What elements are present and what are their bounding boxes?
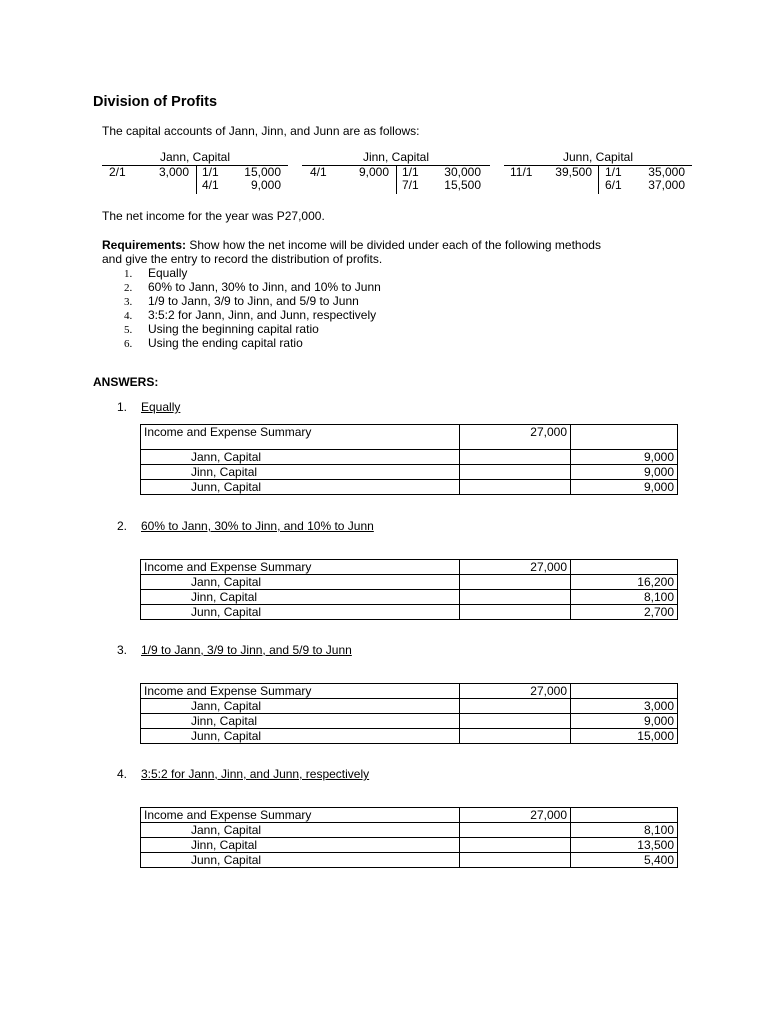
t-account-divider [396,165,397,194]
requirements-paragraph [102,238,601,266]
intro-text: The capital accounts of Jann, Jinn, and Junn are as follows: [102,124,420,138]
debit-account: Income and Expense Summary [141,560,460,575]
table-row [141,838,678,853]
debit-amount-empty [460,450,571,465]
table-row [141,714,678,729]
debit-amount-empty [460,853,571,868]
credit-account: Jinn, Capital [141,714,460,729]
debit-date: 11/1 [510,165,533,179]
journal-entry-table-1 [140,424,678,495]
debit-amount: 27,000 [460,808,571,823]
answer-title: 1/9 to Jann, 3/9 to Jinn, and 5/9 to Junn [141,643,352,657]
table-row [141,808,678,823]
answer-heading-1 [117,400,180,414]
credit-amount: 8,100 [571,590,678,605]
credit-account: Jinn, Capital [141,590,460,605]
debit-amount: 27,000 [460,560,571,575]
credit-account: Jinn, Capital [141,838,460,853]
list-item [118,294,381,308]
credit-amount: 13,500 [571,838,678,853]
debit-amount: 27,000 [460,684,571,699]
debit-amount-empty [460,838,571,853]
list-item [118,322,381,336]
debit-amount-empty [460,575,571,590]
credit-amount: 35,000 [648,165,685,179]
answer-heading-4 [117,767,369,781]
credit-amount: 15,000 [244,165,281,179]
t-account-divider [196,165,197,194]
debit-amount-empty [460,823,571,838]
table-row [141,699,678,714]
credit-account: Junn, Capital [141,480,460,495]
answer-number: 1. [117,400,128,414]
table-row [141,823,678,838]
credit-account: Jinn, Capital [141,465,460,480]
credit-amount-empty [571,684,678,699]
table-row [141,450,678,465]
t-account-divider [598,165,599,194]
credit-account: Junn, Capital [141,853,460,868]
credit-date: 1/1 [402,165,419,179]
table-row [141,480,678,495]
credit-amount: 15,500 [444,178,481,192]
answer-heading-3 [117,643,352,657]
credit-date: 6/1 [605,178,622,192]
journal-entry-table-3 [140,683,678,744]
credit-amount: 3,000 [571,699,678,714]
table-row [141,853,678,868]
credit-amount: 9,000 [571,450,678,465]
credit-amount: 30,000 [444,165,481,179]
credit-amount-empty [571,808,678,823]
debit-amount: 27,000 [460,425,571,450]
answer-title: 3:5:2 for Jann, Jinn, and Junn, respectively [141,767,370,781]
credit-date: 4/1 [202,178,219,192]
credit-amount: 2,700 [571,605,678,620]
requirements-label: Requirements: [102,238,187,252]
table-row [141,575,678,590]
list-item [118,336,381,350]
list-item-number: 5. [124,324,133,336]
credit-account: Jann, Capital [141,823,460,838]
list-item-number: 3. [124,296,133,308]
debit-date: 2/1 [109,165,126,179]
credit-account: Jann, Capital [141,450,460,465]
debit-date: 4/1 [310,165,327,179]
credit-account: Junn, Capital [141,729,460,744]
table-row [141,425,678,450]
answer-heading-2 [117,519,374,533]
debit-amount-empty [460,729,571,744]
debit-amount-empty [460,590,571,605]
credit-account: Jann, Capital [141,699,460,714]
table-row [141,560,678,575]
credit-amount: 9,000 [571,714,678,729]
list-item [118,266,381,280]
answer-number: 3. [117,643,128,657]
credit-amount-empty [571,560,678,575]
t-account-jann [102,150,288,194]
debit-amount-empty [460,480,571,495]
list-item [118,280,381,294]
t-account-name: Junn, Capital [562,150,634,164]
page-title: Division of Profits [93,94,218,110]
credit-amount: 5,400 [571,853,678,868]
debit-amount: 9,000 [358,165,389,179]
credit-amount: 9,000 [250,178,281,192]
debit-amount-empty [460,699,571,714]
list-item [118,308,381,322]
answer-title: 60% to Jann, 30% to Jinn, and 10% to Junn [141,519,374,533]
credit-date: 1/1 [202,165,219,179]
table-row [141,465,678,480]
credit-date: 1/1 [605,165,622,179]
answers-heading: ANSWERS: [93,375,159,389]
requirements-line-2: and give the entry to record the distribution of profits. [102,252,383,266]
debit-account: Income and Expense Summary [141,425,460,450]
list-item-text: Using the ending capital ratio [148,336,303,350]
requirements-list [118,266,381,350]
journal-entry-table-4 [140,807,678,868]
debit-account: Income and Expense Summary [141,684,460,699]
answer-title: Equally [141,400,181,414]
net-income-text: The net income for the year was P27,000. [102,209,325,223]
credit-amount: 37,000 [648,178,685,192]
list-item-number: 2. [124,282,133,294]
requirements-line-1: Show how the net income will be divided under each of the following methods [186,238,601,252]
list-item-number: 1. [124,268,133,280]
debit-amount: 39,500 [555,165,592,179]
credit-amount: 8,100 [571,823,678,838]
list-item-text: 60% to Jann, 30% to Jinn, and 10% to Junn [148,280,381,294]
credit-amount-empty [571,425,678,450]
table-row [141,590,678,605]
debit-amount-empty [460,714,571,729]
list-item-number: 6. [124,338,133,350]
journal-entry-table-2 [140,559,678,620]
debit-account: Income and Expense Summary [141,808,460,823]
credit-amount: 9,000 [571,480,678,495]
list-item-text: Equally [148,266,188,280]
list-item-text: 3:5:2 for Jann, Jinn, and Junn, respectively [148,308,377,322]
credit-account: Jann, Capital [141,575,460,590]
t-account-junn [504,150,692,194]
answer-number: 4. [117,767,128,781]
table-row [141,729,678,744]
answer-number: 2. [117,519,128,533]
debit-amount-empty [460,605,571,620]
credit-amount: 15,000 [571,729,678,744]
t-account-name: Jann, Capital [159,150,231,164]
t-account-jinn [302,150,490,194]
table-row [141,684,678,699]
debit-amount-empty [460,465,571,480]
table-row [141,605,678,620]
list-item-text: 1/9 to Jann, 3/9 to Jinn, and 5/9 to Junn [148,294,359,308]
credit-amount: 9,000 [571,465,678,480]
list-item-text: Using the beginning capital ratio [148,322,319,336]
credit-amount: 16,200 [571,575,678,590]
t-account-name: Jinn, Capital [362,150,430,164]
list-item-number: 4. [124,310,133,322]
debit-amount: 3,000 [158,165,189,179]
credit-account: Junn, Capital [141,605,460,620]
credit-date: 7/1 [402,178,419,192]
